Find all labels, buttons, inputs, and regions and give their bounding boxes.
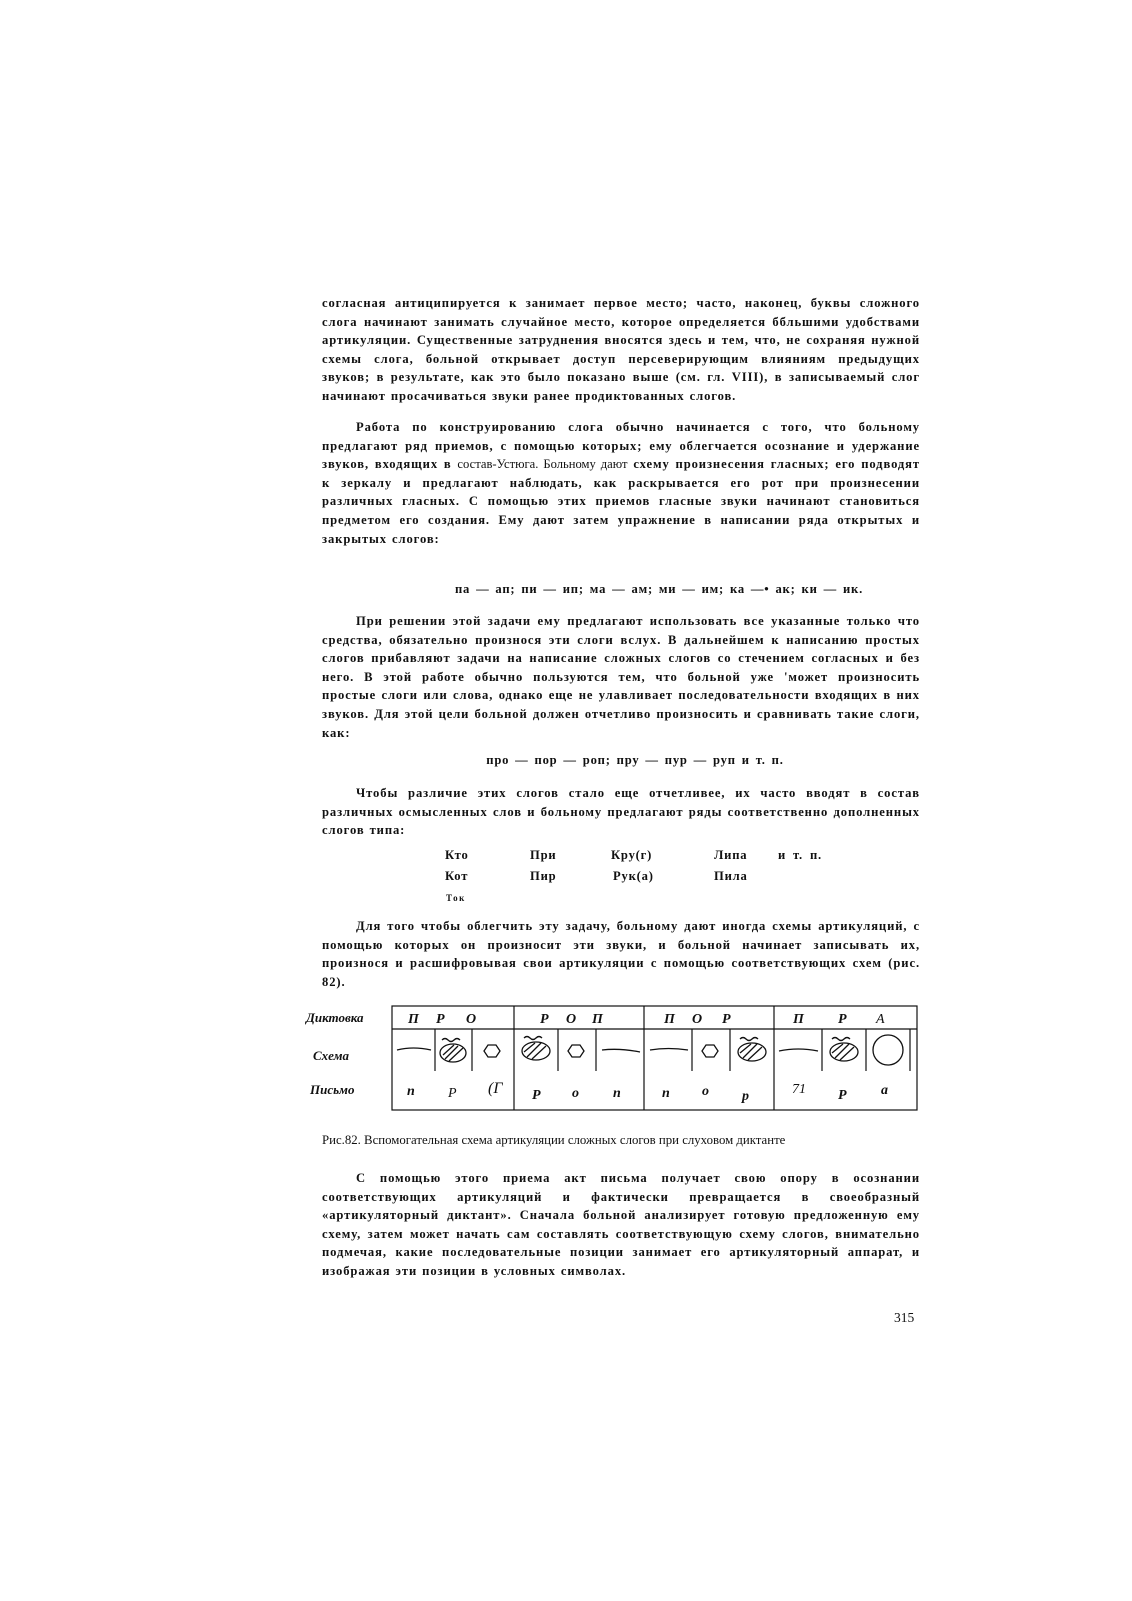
dictation-letter: А — [876, 1012, 885, 1027]
paragraph-4 — [322, 784, 920, 840]
word-cell: Пила — [714, 869, 748, 883]
dictation-letter: О — [692, 1012, 703, 1027]
writing-letter: о — [702, 1084, 709, 1099]
word-cell: Кто — [445, 848, 469, 862]
paragraph-5 — [322, 917, 920, 991]
lips-closed-icon — [779, 1049, 818, 1051]
tongue-vibration-icon — [440, 1039, 466, 1063]
paragraph-3-text: При решении этой задачи ему предлагают использовать все указанные только что средства, обязательно произнося эти слоги вслух. В дальнейшем к написанию простых слогов прибавляют задачи на написание сложных слогов со стечением согласных и без него. В этой работе обычно пользуются тем, что больной уже 'может произносить простые слоги или слова, однако еще не улавливает последовательности входящих в них звуков. Для этой цели больной должен отчетливо произносить и сравнивать такие слоги, как: — [322, 614, 920, 740]
mouth-open-a-icon — [873, 1035, 903, 1065]
tongue-vibration-icon — [830, 1038, 858, 1062]
paragraph-1-text: согласная антиципируется к занимает первое место; часто, наконец, буквы сложного слога начинают занимать случайное место, которое определяется ббльшими удобствами артикуляции. Существенные затруднения вносятся здесь и тем, что, не сохраняя нужной схемы слога, больной открывает доступ персеверирующим влияниям предыдущих звуков; в результате, как это было показано выше (см. гл. VIII), в записываемый слог начинают просачиваться звуки ранее продиктованных слогов. — [322, 296, 920, 403]
lips-closed-icon — [397, 1048, 431, 1050]
dictation-letter: О — [466, 1012, 477, 1027]
writing-letter: р — [742, 1089, 749, 1104]
mouth-round-o-icon — [484, 1045, 500, 1057]
dictation-letter: О — [566, 1012, 577, 1027]
word-cell: и т. п. — [778, 848, 822, 862]
writing-letter: п — [662, 1086, 670, 1101]
word-cell: Кру(г) — [611, 848, 653, 862]
word-cell: При — [530, 848, 557, 862]
page-number: 315 — [894, 1310, 915, 1325]
dictation-letter: П — [408, 1012, 419, 1027]
writing-letter: п — [613, 1086, 621, 1101]
dictation-letter: П — [664, 1012, 675, 1027]
lips-closed-icon — [602, 1049, 640, 1052]
figure-row-label-dictation: Диктовка — [306, 1010, 364, 1025]
example-syllables-1: па — ап; пи — ип; ма — ам; ми — им; ка —• ак; ки — ик. — [454, 582, 864, 596]
tongue-vibration-icon — [522, 1037, 550, 1061]
figure-row-label-scheme: Схема — [313, 1048, 350, 1063]
writing-letter: Р — [448, 1086, 457, 1101]
example-syllables-2: про — пор — роп; пру — пур — руп и т. п. — [486, 753, 784, 767]
dictation-letter: Р — [540, 1012, 549, 1027]
paragraph-5-text: Для того чтобы облегчить эту задачу, больному дают иногда схемы артикуляций, с помощью которых он произносит эти звуки, и больной начинает записывать их, произнося и расшифровывая свои артикуляции с помощью соответствующих схем (рис. 82). — [322, 919, 920, 989]
writing-letter: о — [572, 1086, 579, 1101]
mouth-round-o-icon — [702, 1045, 718, 1057]
paragraph-3 — [322, 612, 920, 742]
mouth-round-o-icon — [568, 1045, 584, 1057]
dictation-letter: Р — [436, 1012, 445, 1027]
articulation-scheme-figure — [300, 1005, 930, 1115]
tongue-vibration-icon — [738, 1038, 766, 1062]
dictation-letter: Р — [838, 1012, 847, 1027]
writing-letters — [407, 1080, 888, 1104]
word-cell: Ток — [446, 893, 466, 903]
word-cell: Рук(а) — [613, 869, 654, 883]
word-cell: Пир — [530, 869, 557, 883]
paragraph-2-part-a: Работа по конструированию слога обычно начинается с того, что больному предлагают ряд приемов, с помощью которых; ему облегчается осознание и удержание звуков, входящих в — [322, 420, 920, 472]
paragraph-2-part-b: состав-Устюга. Больному дают — [457, 457, 628, 472]
paragraph-1 — [322, 294, 920, 406]
writing-letter: 71 — [792, 1082, 806, 1097]
writing-letter: Р — [838, 1088, 847, 1103]
paragraph-2 — [322, 418, 920, 548]
word-cell: Липа — [714, 848, 748, 862]
paragraph-2-part-c: схему произнесения гласных; его подводят к зеркалу и предлагают наблюдать, как раскрывается его рот при произнесении различных гласных. С помощью этих приемов гласные звуки начинают становиться предметом его создания. Ему дают затем упражнение в написании ряда открытых и закрытых слогов: — [322, 457, 920, 546]
word-cell: Кот — [445, 869, 469, 883]
paragraph-4-text: Чтобы различие этих слогов стало еще отчетливее, их часто вводят в состав различных осмысленных слов и больному предлагают ряды соответственно дополненных слогов типа: — [322, 786, 920, 838]
writing-letter: (Г — [488, 1080, 503, 1097]
figure-caption: Рис.82. Вспомогательная схема артикуляции сложных слогов при слуховом диктанте — [322, 1133, 786, 1147]
lips-closed-icon — [650, 1049, 688, 1051]
paragraph-6-text: С помощью этого приема акт письма получает свою опору в осознании соответствующих артикуляций и фактически превращается в своеобразный «артикуляторный диктант». Сначала больной анализирует готовую предложенную ему схему, затем может начать сам составлять соответствующую схему слогов, внимательно подмечая, какие последовательные позиции занимает его артикуляторный аппарат, и изображая эти позиции в условных символах. — [322, 1171, 920, 1278]
dictation-letters — [407, 1012, 885, 1027]
writing-letter: а — [881, 1083, 888, 1098]
dictation-letter: П — [793, 1012, 804, 1027]
scheme-symbols — [397, 1035, 903, 1065]
writing-letter: Р — [532, 1088, 541, 1103]
figure-row-label-writing: Письмо — [310, 1082, 355, 1097]
dictation-letter: П — [592, 1012, 603, 1027]
paragraph-2-text — [322, 418, 920, 548]
writing-letter: п — [407, 1084, 415, 1099]
dictation-letter: Р — [722, 1012, 731, 1027]
paragraph-6 — [322, 1169, 920, 1281]
